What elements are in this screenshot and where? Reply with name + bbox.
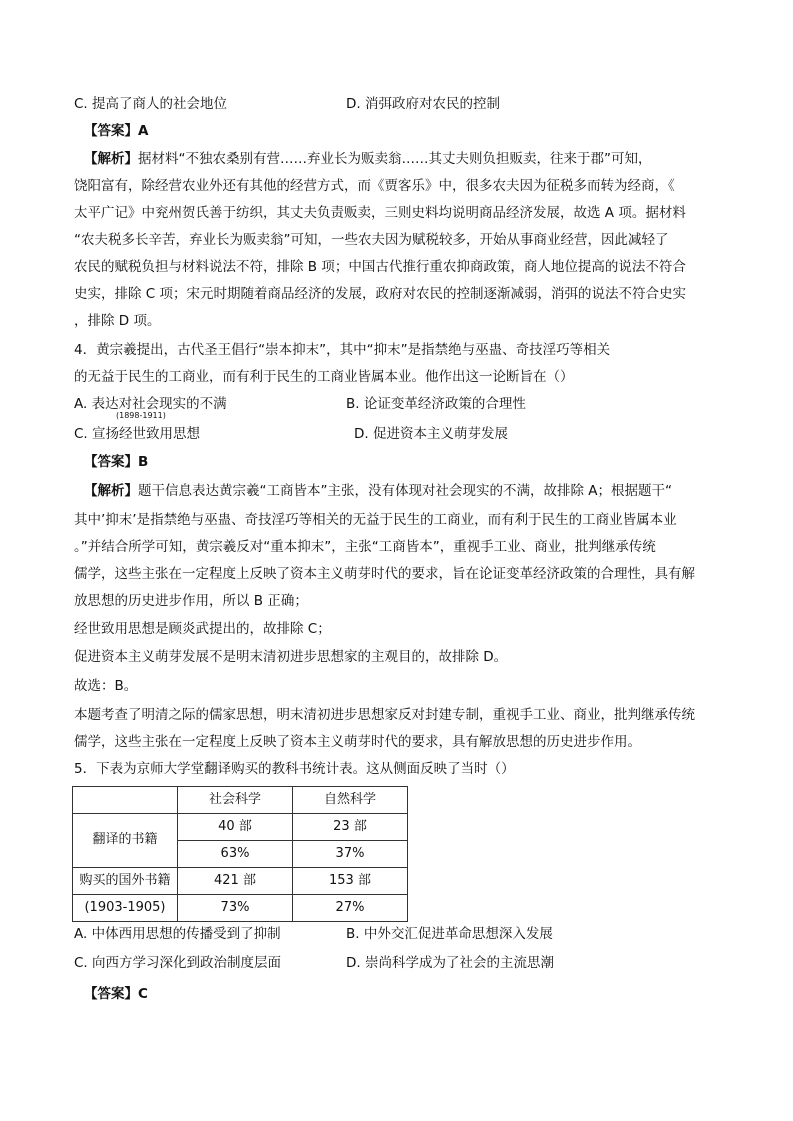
answer-value: C <box>138 986 148 1002</box>
table-row <box>73 814 408 841</box>
q4-option-d: D. 促进资本主义萌芽发展 <box>354 426 508 442</box>
analysis-line: 太平广记》中兖州贺氏善于纺织，其丈夫负责贩卖，三则史料均说明商品经济发展，故选 A 项。据材料 <box>74 205 686 221</box>
analysis-line: “农夫税多长辛苦，弃业长为贩卖翁”可知，一些农夫因为赋税较多，开始从事商业经营，因此减轻了 <box>74 232 669 248</box>
q3-option-d: D. 消弭政府对农民的控制 <box>346 96 500 112</box>
table-header-row <box>73 787 408 814</box>
analysis-line: 儒学，这些主张在一定程度上反映了资本主义萌芽时代的要求，具有解放思想的历史进步作用。 <box>74 734 641 750</box>
table-cell: 37% <box>293 841 408 868</box>
analysis-line: 促进资本主义萌芽发展不是明末清初进步思想家的主观目的，故排除 D。 <box>74 649 508 665</box>
q4-stem-line: 的无益于民生的工商业，而有利于民生的工商业皆属本业。他作出这一论断旨在（） <box>74 369 574 385</box>
analysis-line: 儒学，这些主张在一定程度上反映了资本主义萌芽时代的要求，旨在论证变革经济政策的合理性，具有解 <box>74 566 695 582</box>
answer-tag: 【答案】 <box>84 454 138 470</box>
analysis-line: 经世致用思想是顾炎武提出的，故排除 C； <box>74 621 331 637</box>
table-header-cell <box>73 787 178 814</box>
table-header-cell: 社会科学 <box>178 787 293 814</box>
analysis-line: 【解析】题干信息表达黄宗羲“工商皆本”主张，没有体现对社会现实的不满，故排除 A；根据题干“ <box>84 483 673 499</box>
analysis-line: 本题考查了明清之际的儒家思想，明末清初进步思想家反对封建专制，重视手工业、商业，批判继承传统 <box>74 707 695 723</box>
analysis-line: 饶阳富有，除经营农业外还有其他的经营方式，而《贾客乐》中，很多农夫因为征税多而转为经商，《 <box>74 178 675 194</box>
table-cell: 27% <box>293 895 408 922</box>
q4-answer <box>84 454 148 471</box>
q3-option-c: C. 提高了商人的社会地位 <box>74 96 228 112</box>
analysis-line: 。”并结合所学可知，黄宗羲反对“重本抑末”，主张“工商皆本”，重视手工业、商业，批判继承传统 <box>74 539 656 555</box>
table-cell: 73% <box>178 895 293 922</box>
analysis-line: 其中’抑末’是指禁绝与巫蛊、奇技淫巧等相关的无益于民生的工商业，而有利于民生的工商业皆属本业 <box>74 512 677 528</box>
analysis-line: 农民的赋税负担与材料说法不符，排除 B 项；中国古代推行重农抑商政策，商人地位提高的说法不符合 <box>74 259 686 275</box>
q5-option-d: D. 崇尚科学成为了社会的主流思潮 <box>346 955 554 971</box>
q4-option-a: A. 表达对社会现实的不满 <box>74 396 227 412</box>
table-cell: 153 部 <box>293 868 408 895</box>
analysis-line: 【解析】据材料“不独农桑别有营……弃业长为贩卖翁……其丈夫则负担贩卖，往来于郡”可知， <box>84 151 652 167</box>
table-cell: 40 部 <box>178 814 293 841</box>
q4-option-b: B. 论证变革经济政策的合理性 <box>346 396 526 412</box>
q4-stem-line: 4．黄宗羲提出，古代圣王倡行“崇本抑末”，其中“抑末”是指禁绝与巫蛊、奇技淫巧等相关 <box>74 342 611 358</box>
q5-answer <box>84 986 148 1003</box>
q5-option-a: A. 中体西用思想的传播受到了抑制 <box>74 926 281 942</box>
answer-value: A <box>138 123 149 139</box>
q4-option-a-note: (1898-1911) <box>116 411 166 420</box>
analysis-line: ，排除 D 项。 <box>74 313 161 329</box>
q5-option-c: C. 向西方学习深化到政治制度层面 <box>74 955 282 971</box>
answer-tag: 【答案】 <box>84 123 138 139</box>
analysis-tag: 【解析】 <box>84 151 138 167</box>
analysis-tag: 【解析】 <box>84 483 138 499</box>
analysis-line: 放思想的历史进步作用，所以 B 正确； <box>74 593 308 609</box>
q4-option-c: C. 宣扬经世致用思想 <box>74 426 201 442</box>
analysis-line: 史实，排除 C 项；宋元时期随着商品经济的发展，政府对农民的控制逐渐减弱，消弭的说法不符合史实 <box>74 286 687 302</box>
q5-option-b: B. 中外交汇促进革命思想深入发展 <box>346 926 553 942</box>
q5-stem: 5．下表为京师大学堂翻译购买的教科书统计表。这从侧面反映了当时（） <box>74 761 515 777</box>
table-cell: 421 部 <box>178 868 293 895</box>
table-row <box>73 868 408 895</box>
table-header-cell: 自然科学 <box>293 787 408 814</box>
answer-value: B <box>138 454 149 470</box>
answer-tag: 【答案】 <box>84 986 138 1002</box>
statistics-table <box>72 786 408 922</box>
q3-answer <box>84 123 148 140</box>
table-row <box>73 895 408 922</box>
row-label: 购买的国外书籍 <box>73 868 178 895</box>
analysis-line: 故选：B。 <box>74 678 138 694</box>
row-label: 翻译的书籍 <box>73 814 178 868</box>
table-cell: 63% <box>178 841 293 868</box>
row-label-sub: (1903-1905) <box>73 895 178 922</box>
table-cell: 23 部 <box>293 814 408 841</box>
